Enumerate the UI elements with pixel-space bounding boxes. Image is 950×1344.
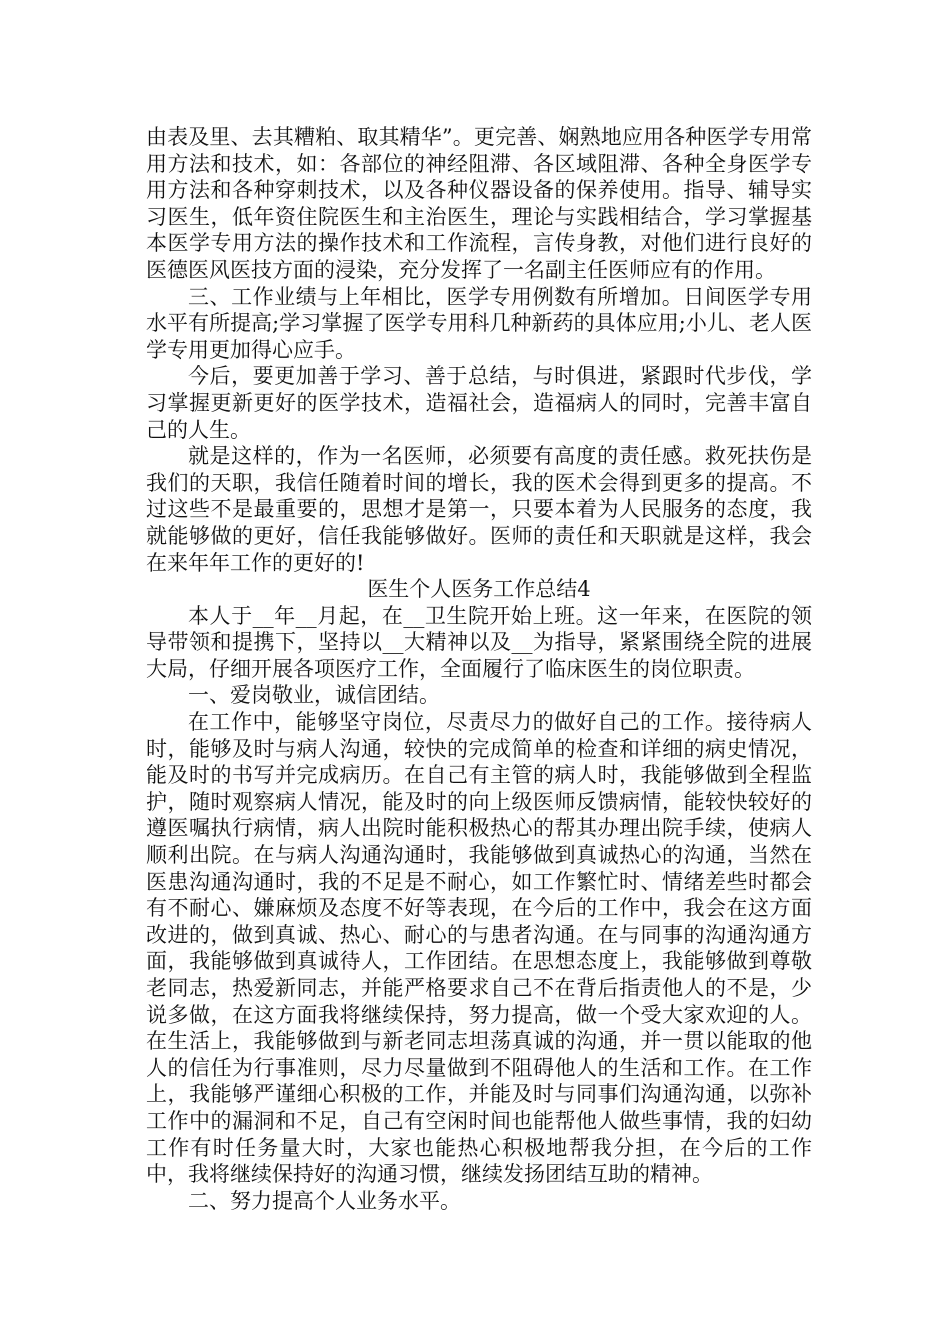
subheading-dedication: 一、爱岗敬业，诚信团结。 [188, 683, 440, 708]
paragraph-work-results: 三、工作业绩与上年相比，医学专用例数有所增加。日间医学专用水平有所提高;学习掌握了医学专用科几种新药的具体应用;小儿、老人医学专用更加得心应手。 [146, 284, 812, 362]
paragraph-continuation: 由表及里、去其糟粕、取其精华”。更完善、娴熟地应用各种医学专用常用方法和技术，如：各部位的神经阻滞、各区域阻滞、各种全身医学专用方法和各种穿刺技术，以及各种仪器设备的保养使用。指导、辅导实习医生，低年资住院医生和主治医生，理论与实践相结合，学习掌握基本医学专用方法的操作技术和工作流程，言传身教，对他们进行良好的医德医风医技方面的浸染，充分发挥了一名副主任医师应有的作用。 [146, 125, 812, 282]
paragraph-future-plans: 今后，要更加善于学习、善于总结，与时俱进，紧跟时代步伐，学习掌握更新更好的医学技术，造福社会，造福病人的同时，完善丰富自己的人生。 [146, 364, 812, 442]
paragraph-responsibility: 就是这样的，作为一名医师，必须要有高度的责任感。救死扶伤是我们的天职，我信任随着时间的增长，我的医术会得到更多的提高。不过这些不是最重要的，思想才是第一，只要本着为人民服务的态度，我就能够做的更好，信任我能够做好。医师的责任和天职就是这样，我会在来年年工作的更好的! [146, 444, 812, 575]
paragraph-introduction: 本人于__年__月起，在__卫生院开始上班。这一年来，在医院的领导带领和提携下，坚持以__大精神以及__为指导，紧紧围绕全院的进展大局，仔细开展各项医疗工作，全面履行了临床医生的岗位职责。 [146, 603, 812, 681]
document-body [146, 124, 812, 1214]
paragraph-work-conduct: 在工作中，能够坚守岗位，尽责尽力的做好自己的工作。接待病人时，能够及时与病人沟通，较快的完成简单的检查和详细的病史情况，能及时的书写并完成病历。在自己有主管的病人时，我能够做到全程监护，随时观察病人情况，能及时的向上级医师反馈病情，能较快较好的遵医嘱执行病情，病人出院时能积极热心的帮其办理出院手续，使病人顺利出院。在与病人沟通沟通时，我能够做到真诚热心的沟通，当然在医患沟通沟通时，我的不足是不耐心，如工作繁忙时、情绪差些时都会有不耐心、嫌麻烦及态度不好等表现，在今后的工作中，我会在这方面改进的，做到真诚、热心、耐心的与患者沟通。在与同事的沟通沟通方面，我能够做到真诚待人，工作团结。在思想态度上，我能够做到尊敬老同志，热爱新同志，并能严格要求自己不在背后指责他人的不是，少说多做，在这方面我将继续保持，努力提高，做一个受大家欢迎的人。在生活上，我能够做到与新老同志坦荡真诚的沟通，并一贯以能取的他人的信任为行事准则，尽力尽量做到不阻碍他人的生活和工作。在工作上，我能够严谨细心积极的工作，并能及时与同事们沟通沟通，以弥补工作中的漏洞和不足，自己有空闲时间也能帮他人做些事情，我的妇幼工作有时任务量大时，大家也能热心积极地帮我分担，在今后的工作中，我将继续保持好的沟通习惯，继续发扬团结互助的精神。 [146, 710, 812, 1187]
subheading-improve-skills: 二、努力提高个人业务水平。 [188, 1188, 461, 1213]
section-heading: 医生个人医务工作总结4 [367, 577, 591, 602]
